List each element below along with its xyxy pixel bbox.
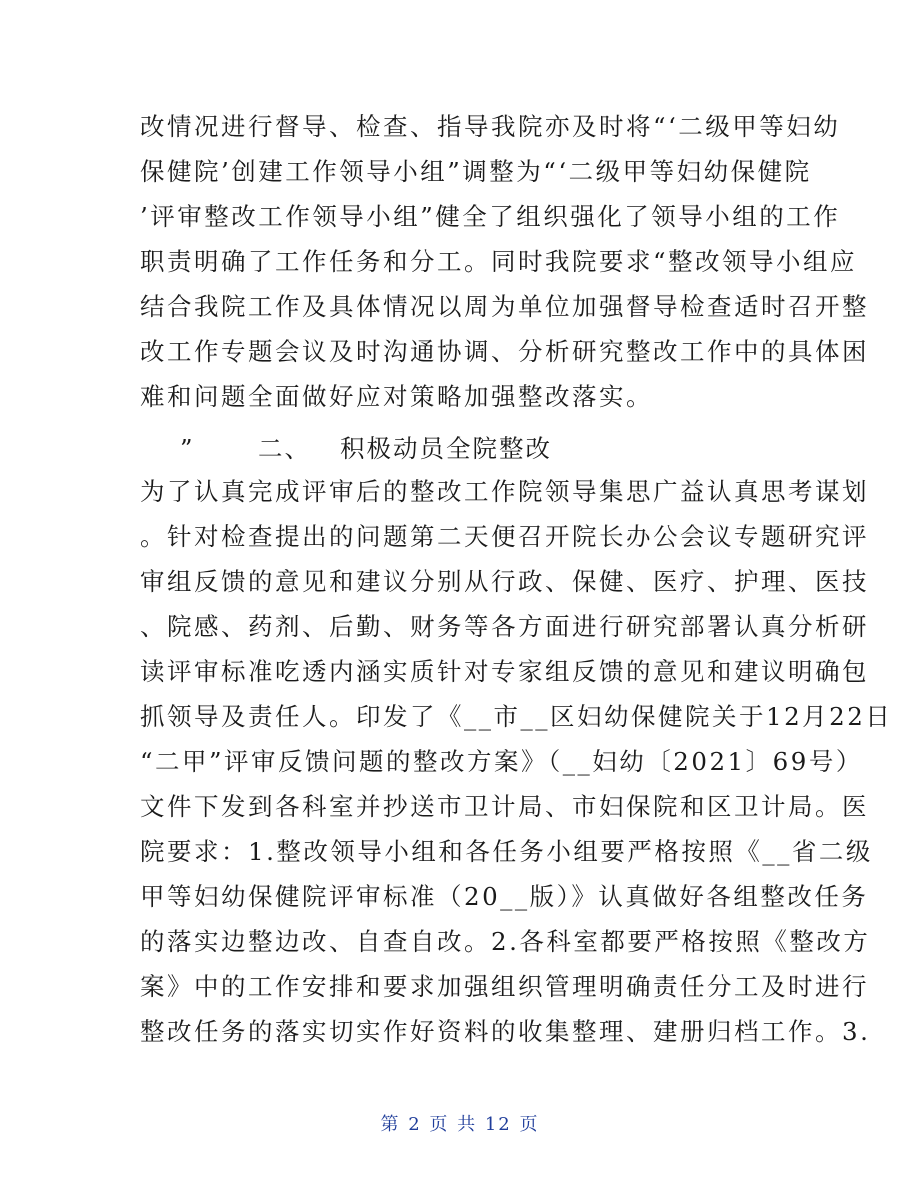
paragraph-line: 。针对检查提出的问题第二天便召开院长办公会议专题研究评 — [140, 522, 869, 551]
heading-quote-mark: ” — [180, 434, 195, 463]
paragraph-line: 改情况进行督导、检查、指导我院亦及时将“‘二级甲等妇幼 — [140, 112, 841, 141]
heading-title: 积极动员全院整改 — [340, 434, 552, 463]
paragraph-line: 为了认真完成评审后的整改工作院领导集思广益认真思考谋划 — [140, 477, 869, 506]
paragraph-line: 的落实边整边改、自查自改。2.各科室都要严格按照《整改方 — [140, 927, 871, 956]
paragraph-line: 读评审标准吃透内涵实质针对专家组反馈的意见和建议明确包 — [140, 657, 869, 686]
paragraph-line: 案》中的工作安排和要求加强组织管理明确责任分工及时进行 — [140, 972, 869, 1001]
paragraph-line: 整改任务的落实切实作好资料的收集整理、建册归档工作。3. — [140, 1017, 871, 1046]
paragraph-line: ’评审整改工作领导小组”健全了组织强化了领导小组的工作 — [140, 202, 841, 231]
paragraph-line: 难和问题全面做好应对策略加强整改落实。 — [140, 382, 653, 411]
paragraph-line: 审组反馈的意见和建议分别从行政、保健、医疗、护理、医技 — [140, 567, 869, 596]
paragraph-line: “二甲”评审反馈问题的整改方案》（__妇幼〔2021〕69号） — [140, 747, 863, 776]
paragraph-line: 结合我院工作及具体情况以周为单位加强督导检查适时召开整 — [140, 292, 869, 321]
heading-number: 二、 — [258, 434, 311, 463]
paragraph-line: 抓领导及责任人。印发了《__市__区妇幼保健院关于12月22日 — [140, 702, 893, 731]
paragraph-line: 、院感、药剂、后勤、财务等各方面进行研究部署认真分析研 — [140, 612, 869, 641]
paragraph-line: 文件下发到各科室并抄送市卫计局、市妇保院和区卫计局。医 — [140, 792, 869, 821]
paragraph-line: 改工作专题会议及时沟通协调、分析研究整改工作中的具体困 — [140, 337, 869, 366]
paragraph-line: 职责明确了工作任务和分工。同时我院要求“整改领导小组应 — [140, 247, 858, 276]
paragraph-line: 甲等妇幼保健院评审标准（20__版）》认真做好各组整改任务 — [140, 882, 869, 911]
page-number-footer: 第 2 页 共 12 页 — [380, 1114, 540, 1135]
paragraph-line: 院要求：1.整改领导小组和各任务小组要严格按照《__省二级 — [140, 837, 873, 866]
paragraph-line: 保健院’创建工作领导小组”调整为“‘二级甲等妇幼保健院 — [140, 157, 812, 186]
